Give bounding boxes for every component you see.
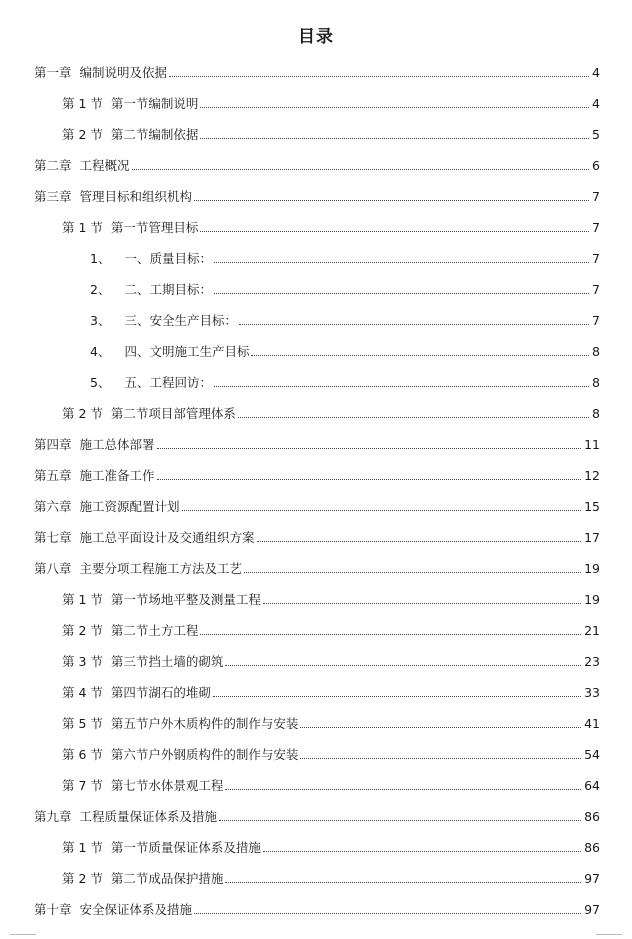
toc-entry[interactable] <box>62 402 600 422</box>
entry-number: 第 4 节 <box>62 685 103 700</box>
dot-leader <box>300 727 581 728</box>
page-corner-mark-right <box>596 934 622 935</box>
dot-leader <box>257 541 582 542</box>
entry-number: 第 1 节 <box>62 840 103 855</box>
dot-leader <box>225 789 581 790</box>
entry-page: 7 <box>592 220 600 235</box>
entry-number: 第四章 <box>34 437 72 452</box>
toc-entry[interactable] <box>62 867 600 887</box>
toc-entry[interactable] <box>34 526 600 546</box>
dot-leader <box>219 820 581 821</box>
entry-number: 第五章 <box>34 468 72 483</box>
entry-page: 6 <box>592 158 600 173</box>
dot-leader <box>251 355 589 356</box>
entry-page: 8 <box>592 406 600 421</box>
entry-number: 5、 <box>90 375 111 390</box>
entry-number: 第 1 节 <box>62 592 103 607</box>
toc-entry[interactable] <box>34 154 600 174</box>
entry-title: 第一节质量保证体系及措施 <box>110 840 261 855</box>
dot-leader <box>263 851 581 852</box>
page-title: 目录 <box>298 27 334 47</box>
entry-number: 第八章 <box>34 561 72 576</box>
entry-number: 第七章 <box>34 530 72 545</box>
entry-number: 第 6 节 <box>62 747 103 762</box>
entry-title: 第二节成品保护措施 <box>110 871 224 886</box>
entry-title: 五、工程回访： <box>124 375 212 390</box>
entry-page: 17 <box>584 530 600 545</box>
dot-leader <box>200 231 589 232</box>
entry-title: 工程质量保证体系及措施 <box>79 809 218 824</box>
entry-page: 19 <box>584 592 600 607</box>
entry-title: 施工资源配置计划 <box>79 499 180 514</box>
entry-page: 64 <box>584 778 600 793</box>
entry-page: 4 <box>592 96 600 111</box>
entry-number: 第 2 节 <box>62 623 103 638</box>
entry-number: 第二章 <box>34 158 72 173</box>
entry-page: 8 <box>592 344 600 359</box>
entry-title: 主要分项工程施工方法及工艺 <box>79 561 243 576</box>
entry-page: 7 <box>592 189 600 204</box>
dot-leader <box>200 634 581 635</box>
entry-title: 管理目标和组织机构 <box>79 189 193 204</box>
entry-page: 21 <box>584 623 600 638</box>
entry-number: 第三章 <box>34 189 72 204</box>
entry-page: 54 <box>584 747 600 762</box>
toc-entry[interactable] <box>62 650 600 670</box>
toc-entry[interactable] <box>34 557 600 577</box>
dot-leader <box>214 262 589 263</box>
entry-page: 86 <box>584 809 600 824</box>
dot-leader <box>157 448 582 449</box>
entry-page: 7 <box>592 251 600 266</box>
toc-entry[interactable] <box>62 216 600 236</box>
toc-entry[interactable] <box>62 619 600 639</box>
entry-title: 第二节项目部管理体系 <box>110 406 236 421</box>
entry-title: 第一节编制说明 <box>110 96 199 111</box>
toc-entry[interactable] <box>34 61 600 81</box>
toc-entry[interactable] <box>34 433 600 453</box>
entry-number: 第 3 节 <box>62 654 103 669</box>
dot-leader <box>169 76 589 77</box>
entry-page: 12 <box>584 468 600 483</box>
entry-title: 二、工期目标： <box>124 282 212 297</box>
dot-leader <box>182 510 582 511</box>
toc-entry[interactable] <box>62 774 600 794</box>
entry-title: 四、文明施工生产目标 <box>124 344 250 359</box>
toc-entry[interactable] <box>90 309 600 329</box>
entry-title: 第五节户外木质构件的制作与安装 <box>110 716 299 731</box>
entry-title: 工程概况 <box>79 158 130 173</box>
dot-leader <box>214 293 589 294</box>
entry-number: 2、 <box>90 282 111 297</box>
entry-page: 97 <box>584 871 600 886</box>
toc-entry[interactable] <box>62 588 600 608</box>
entry-page: 8 <box>592 375 600 390</box>
entry-page: 7 <box>592 313 600 328</box>
entry-number: 第九章 <box>34 809 72 824</box>
toc-entry[interactable] <box>62 836 600 856</box>
entry-number: 4、 <box>90 344 111 359</box>
dot-leader <box>225 882 581 883</box>
toc-entry[interactable] <box>34 805 600 825</box>
entry-page: 15 <box>584 499 600 514</box>
entry-page: 97 <box>584 902 600 917</box>
toc-entry[interactable] <box>34 898 600 918</box>
entry-page: 41 <box>584 716 600 731</box>
dot-leader <box>214 386 589 387</box>
entry-number: 第 2 节 <box>62 127 103 142</box>
entry-number: 3、 <box>90 313 111 328</box>
entry-title: 第一节场地平整及测量工程 <box>110 592 261 607</box>
entry-number: 第六章 <box>34 499 72 514</box>
entry-title: 一、质量目标： <box>124 251 212 266</box>
entry-page: 23 <box>584 654 600 669</box>
entry-number: 第 2 节 <box>62 406 103 421</box>
entry-number: 第 2 节 <box>62 871 103 886</box>
toc-entry[interactable] <box>90 278 600 298</box>
dot-leader <box>200 107 589 108</box>
entry-title: 第一节管理目标 <box>110 220 199 235</box>
dot-leader <box>194 913 581 914</box>
toc-entry[interactable] <box>62 681 600 701</box>
entry-title: 第四节湖石的堆砌 <box>110 685 211 700</box>
entry-title: 施工准备工作 <box>79 468 155 483</box>
toc-entry[interactable] <box>34 495 600 515</box>
entry-page: 19 <box>584 561 600 576</box>
entry-title: 三、安全生产目标： <box>124 313 237 328</box>
toc-entry[interactable] <box>34 185 600 205</box>
entry-page: 4 <box>592 65 600 80</box>
entry-number: 1、 <box>90 251 111 266</box>
entry-page: 86 <box>584 840 600 855</box>
entry-number: 第 1 节 <box>62 220 103 235</box>
entry-number: 第一章 <box>34 65 72 80</box>
dot-leader <box>132 169 590 170</box>
dot-leader <box>194 200 589 201</box>
entry-page: 11 <box>584 437 600 452</box>
entry-page: 5 <box>592 127 600 142</box>
entry-title: 施工总体部署 <box>79 437 155 452</box>
toc-entry[interactable] <box>62 712 600 732</box>
toc-entry[interactable] <box>90 247 600 267</box>
entry-title: 施工总平面设计及交通组织方案 <box>79 530 255 545</box>
dot-leader <box>239 324 589 325</box>
entry-title: 安全保证体系及措施 <box>79 902 193 917</box>
entry-number: 第 5 节 <box>62 716 103 731</box>
dot-leader <box>263 603 581 604</box>
entry-title: 第二节土方工程 <box>110 623 199 638</box>
toc-entry[interactable] <box>62 123 600 143</box>
dot-leader <box>157 479 582 480</box>
dot-leader <box>238 417 589 418</box>
page-corner-mark-left <box>10 934 36 935</box>
toc-entry[interactable] <box>90 340 600 360</box>
entry-title: 编制说明及依据 <box>79 65 168 80</box>
entry-page: 7 <box>592 282 600 297</box>
entry-title: 第二节编制依据 <box>110 127 199 142</box>
toc-entry[interactable] <box>62 92 600 112</box>
entry-number: 第十章 <box>34 902 72 917</box>
entry-title: 第七节水体景观工程 <box>110 778 224 793</box>
toc-entry[interactable] <box>34 464 600 484</box>
dot-leader <box>200 138 589 139</box>
entry-number: 第 7 节 <box>62 778 103 793</box>
entry-title: 第六节户外钢质构件的制作与安装 <box>110 747 299 762</box>
entry-title: 第三节挡土墙的砌筑 <box>110 654 224 669</box>
entry-page: 33 <box>584 685 600 700</box>
toc-entry[interactable] <box>62 743 600 763</box>
toc-entry[interactable] <box>90 371 600 391</box>
dot-leader <box>244 572 581 573</box>
dot-leader <box>300 758 581 759</box>
dot-leader <box>213 696 581 697</box>
entry-number: 第 1 节 <box>62 96 103 111</box>
dot-leader <box>225 665 581 666</box>
